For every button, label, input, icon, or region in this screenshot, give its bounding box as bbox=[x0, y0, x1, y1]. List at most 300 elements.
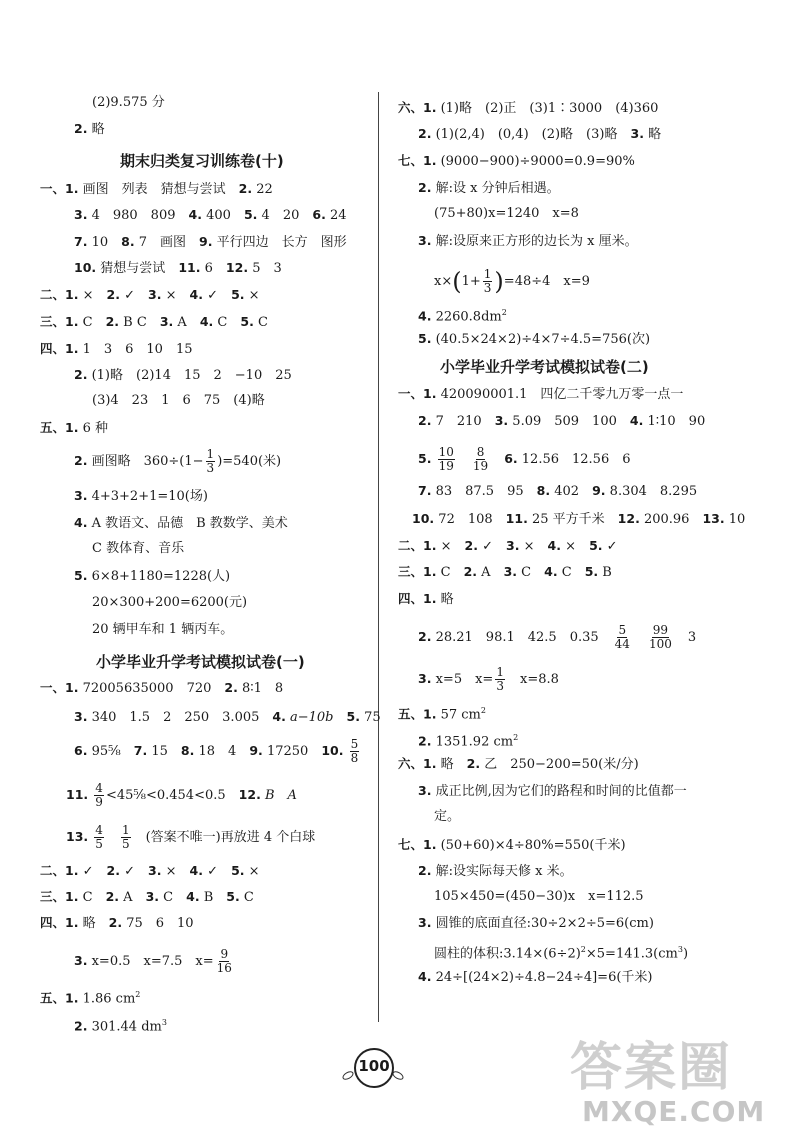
item-number: 10. bbox=[412, 511, 435, 526]
answer-line bbox=[92, 621, 233, 639]
item-number: 2. bbox=[463, 564, 478, 579]
answer-line bbox=[418, 968, 653, 987]
answer-line bbox=[418, 914, 654, 933]
answer-line bbox=[418, 304, 507, 326]
superscript: 2 bbox=[135, 990, 141, 999]
superscript: 3 bbox=[677, 945, 683, 954]
section-title: 小学毕业升学考试模拟试卷(二) bbox=[440, 358, 649, 376]
item-number: 六、1. bbox=[398, 756, 437, 771]
item-number: 2. bbox=[418, 863, 432, 878]
answer-line bbox=[40, 419, 108, 438]
item-number: 3. bbox=[418, 915, 432, 930]
item-number: 3. bbox=[418, 233, 432, 248]
item-number: 2. bbox=[74, 1018, 88, 1034]
answer-text: × bbox=[565, 539, 577, 554]
item-number: 5. bbox=[243, 207, 258, 222]
answer-line bbox=[418, 666, 559, 693]
answer-line bbox=[74, 487, 208, 506]
item-number: 5. bbox=[346, 709, 360, 724]
answer-text: 402 bbox=[554, 484, 580, 499]
item-number: 5. bbox=[584, 564, 599, 579]
item-number: 2. bbox=[418, 126, 432, 141]
answer-text: x× bbox=[434, 274, 453, 289]
answer-text: 7 画图 bbox=[138, 235, 187, 250]
item-number: 7. bbox=[133, 743, 148, 758]
page-number-badge bbox=[342, 1042, 404, 1088]
answer-line bbox=[434, 268, 590, 295]
answer-text: A bbox=[481, 565, 491, 580]
item-number: 4. bbox=[544, 564, 558, 579]
leaf-icon bbox=[341, 1069, 355, 1081]
denominator: 9 bbox=[95, 795, 103, 809]
answer-text: C bbox=[521, 565, 532, 580]
answer-line bbox=[66, 782, 297, 809]
answer-line bbox=[398, 99, 658, 118]
answer-text: (75+80)x=1240 x=8 bbox=[434, 206, 579, 221]
answer-line bbox=[434, 205, 579, 223]
answer-text: 7 210 bbox=[435, 414, 482, 429]
answer-line bbox=[398, 590, 454, 609]
item-number: 12. bbox=[225, 260, 249, 275]
answer-line bbox=[398, 385, 683, 404]
answer-line bbox=[74, 259, 282, 278]
item-number: 2. bbox=[108, 915, 123, 930]
item-number: 二、1. bbox=[398, 538, 437, 553]
answer-text: <45⅝<0.454<0.5 bbox=[105, 788, 226, 803]
answer-text: 10 bbox=[91, 235, 109, 250]
denominator: 19 bbox=[472, 459, 489, 473]
answer-text: 圆柱的体积:3.14×(6÷2) bbox=[434, 946, 581, 962]
answer-text: ✓ bbox=[82, 864, 94, 879]
item-number: 11. bbox=[66, 787, 89, 802]
answer-text: 75 6 10 bbox=[126, 916, 194, 931]
answer-line bbox=[398, 836, 626, 855]
answer-text: C bbox=[217, 315, 228, 330]
answer-text: ✓ bbox=[207, 288, 219, 303]
answer-line bbox=[74, 514, 288, 533]
item-number: 2. bbox=[238, 181, 253, 196]
item-number: 2. bbox=[418, 733, 432, 749]
item-number: 2. bbox=[105, 889, 120, 904]
answer-text: a−10b bbox=[290, 710, 334, 725]
answer-line bbox=[74, 120, 105, 139]
item-number: 2. bbox=[224, 680, 238, 695]
answer-text: (1)(2,4) (0,4) (2)略 (3)略 bbox=[435, 127, 618, 142]
item-number: 二、1. bbox=[40, 287, 79, 302]
item-number: 2. bbox=[418, 180, 432, 195]
item-number: 3. bbox=[418, 783, 432, 798]
item-number: 一、1. bbox=[398, 386, 437, 401]
item-number: 3. bbox=[503, 564, 518, 579]
answer-text: (9000−900)÷9000=0.9=90% bbox=[440, 154, 635, 169]
item-number: 一、1. bbox=[40, 680, 79, 695]
answer-text: 8.304 8.295 bbox=[609, 484, 698, 499]
denominator: 5 bbox=[121, 837, 130, 851]
fraction bbox=[648, 624, 673, 651]
answer-line bbox=[418, 330, 650, 349]
paren-left: ( bbox=[452, 267, 462, 296]
item-number: 5. bbox=[418, 451, 432, 466]
item-number: 5. bbox=[74, 568, 88, 583]
answer-text: × bbox=[523, 539, 535, 554]
numerator: 8 bbox=[476, 445, 485, 459]
answer-text: C bbox=[440, 565, 451, 580]
item-number: 2. bbox=[74, 121, 88, 136]
answer-text: 2260.8dm bbox=[435, 309, 502, 325]
numerator: 5 bbox=[618, 623, 627, 637]
item-number: 5. bbox=[226, 889, 240, 904]
answer-line bbox=[418, 782, 687, 801]
answer-text: A 教语文、品德 B 教数学、美术 bbox=[91, 516, 288, 531]
watermark-text: 答案圈 bbox=[570, 1038, 733, 1098]
answer-text: 解:设原来正方形的边长为 x 厘米。 bbox=[435, 234, 638, 249]
item-number: 5. bbox=[231, 287, 245, 302]
numerator: 4 bbox=[95, 823, 103, 837]
answer-text: 成正比例,因为它们的路程和时间的比值都一 bbox=[435, 784, 687, 799]
item-number: 4. bbox=[188, 207, 202, 222]
fraction bbox=[216, 948, 233, 975]
answer-text: 1∶10 90 bbox=[647, 414, 706, 429]
answer-line bbox=[398, 755, 639, 774]
denominator: 3 bbox=[496, 679, 504, 693]
item-number: 2. bbox=[466, 756, 481, 771]
answer-line bbox=[40, 914, 194, 933]
answer-text: x=8.8 bbox=[519, 672, 559, 687]
answer-line bbox=[418, 125, 661, 144]
item-number: 12. bbox=[238, 787, 261, 802]
answer-text: × bbox=[248, 288, 260, 303]
answer-text: C 教体育、音乐 bbox=[92, 541, 185, 556]
answer-text: 12.56 12.56 6 bbox=[521, 452, 631, 467]
denominator: 19 bbox=[438, 459, 454, 473]
answer-text: C bbox=[82, 890, 93, 905]
item-number: 8. bbox=[180, 743, 195, 758]
item-number: 8. bbox=[121, 234, 135, 249]
item-number: 4. bbox=[189, 863, 203, 878]
answer-text: (3)4 23 1 6 75 (4)略 bbox=[92, 393, 265, 408]
item-number: 3. bbox=[159, 314, 174, 329]
item-number: 2. bbox=[74, 453, 88, 468]
item-number: 3. bbox=[74, 207, 88, 222]
superscript: 2 bbox=[480, 706, 486, 715]
answer-text: B A bbox=[264, 788, 297, 803]
answer-line bbox=[74, 738, 361, 765]
fraction bbox=[614, 624, 631, 651]
item-number: 3. bbox=[418, 671, 432, 686]
answer-line bbox=[418, 232, 638, 251]
answer-text: 200.96 bbox=[643, 512, 690, 527]
answer-line bbox=[418, 862, 573, 881]
answer-text: 95⅝ bbox=[91, 744, 121, 759]
answer-text: 420090001.1 四亿二千零九万零一点一 bbox=[440, 387, 684, 402]
item-number: 5. bbox=[589, 538, 603, 553]
item-number: 五、1. bbox=[40, 990, 79, 1006]
numerator: 4 bbox=[95, 781, 103, 795]
fraction bbox=[350, 738, 360, 765]
answer-text: 301.44 dm bbox=[91, 1019, 162, 1035]
item-number: 6. bbox=[312, 207, 326, 222]
answer-text: C bbox=[257, 315, 268, 330]
item-number: 3. bbox=[148, 863, 162, 878]
item-number: 四、1. bbox=[40, 915, 79, 930]
item-number: 2. bbox=[418, 629, 432, 644]
answer-line bbox=[74, 708, 381, 727]
answer-text: 83 87.5 95 bbox=[435, 484, 524, 499]
denominator: 3 bbox=[206, 461, 215, 475]
answer-text: 略 bbox=[91, 122, 105, 137]
answer-text: A bbox=[123, 890, 133, 905]
answer-text: 28.21 98.1 42.5 0.35 bbox=[435, 630, 599, 645]
answer-text: 略 bbox=[440, 592, 454, 607]
denominator: 8 bbox=[350, 751, 359, 765]
item-number: 7. bbox=[74, 234, 88, 249]
item-number: 4. bbox=[272, 709, 286, 724]
item-number: 四、1. bbox=[40, 341, 79, 356]
answer-text: 平行四边 长方 图形 bbox=[216, 235, 347, 250]
answer-line bbox=[434, 941, 688, 963]
item-number: 7. bbox=[418, 483, 432, 498]
answer-line bbox=[418, 446, 631, 473]
answer-text: (答案不唯一)再放进 4 个白球 bbox=[145, 830, 316, 845]
item-number: 2. bbox=[106, 287, 120, 302]
numerator: 99 bbox=[652, 623, 669, 637]
page-number: 100 bbox=[358, 1057, 390, 1075]
item-number: 12. bbox=[617, 511, 640, 526]
answer-text: 20×300+200=6200(元) bbox=[92, 595, 248, 610]
answer-text: )=540(米) bbox=[217, 454, 282, 469]
answer-text: 解:设实际每天修 x 米。 bbox=[435, 864, 573, 879]
item-number: 10. bbox=[321, 743, 344, 758]
answer-line bbox=[40, 286, 260, 305]
answer-text: ×5=141.3(cm bbox=[585, 946, 678, 962]
item-number: 4. bbox=[418, 308, 432, 324]
superscript: 2 bbox=[501, 308, 507, 317]
fraction bbox=[495, 666, 505, 693]
answer-text: 4 980 809 bbox=[91, 208, 176, 223]
item-number: 三、1. bbox=[40, 889, 79, 904]
item-number: 3. bbox=[494, 413, 509, 428]
fraction bbox=[206, 448, 216, 475]
item-number: 五、1. bbox=[40, 420, 79, 435]
answer-text: (2)9.575 分 bbox=[92, 95, 165, 110]
answer-text: (50+60)×4÷80%=550(千米) bbox=[440, 838, 626, 853]
answer-text: 乙 250−200=50(米/分) bbox=[484, 757, 639, 772]
answer-text: 定。 bbox=[434, 809, 461, 824]
answer-text: 24 bbox=[329, 208, 347, 223]
fraction bbox=[94, 782, 104, 809]
numerator: 10 bbox=[438, 445, 454, 459]
item-number: 13. bbox=[702, 511, 725, 526]
answer-text: 105×450=(450−30)x x=112.5 bbox=[434, 889, 644, 904]
item-number: 2. bbox=[74, 367, 88, 382]
watermark-logo bbox=[560, 1025, 790, 1135]
answer-text: 20 辆甲车和 1 辆丙车。 bbox=[92, 622, 234, 637]
item-number: 七、1. bbox=[398, 153, 437, 168]
item-number: 3. bbox=[630, 126, 644, 141]
answer-text: 8∶1 8 bbox=[242, 681, 284, 696]
item-number: 4. bbox=[199, 314, 214, 329]
answer-line bbox=[418, 729, 518, 751]
answer-text: 5.09 509 100 bbox=[512, 414, 617, 429]
item-number: 3. bbox=[148, 287, 162, 302]
item-number: 4. bbox=[629, 413, 644, 428]
answer-text: 400 bbox=[206, 208, 231, 223]
denominator: 5 bbox=[95, 837, 103, 851]
answer-text: A bbox=[177, 315, 187, 330]
item-number: 二、1. bbox=[40, 863, 79, 878]
item-number: 四、1. bbox=[398, 591, 437, 606]
item-number: 2. bbox=[106, 863, 120, 878]
answer-text: 24÷[(24×2)÷4.8−24÷4]=6(千米) bbox=[435, 970, 653, 985]
item-number: 3. bbox=[145, 889, 160, 904]
answer-text: 6×8+1180=1228(人) bbox=[91, 569, 231, 584]
item-number: 一、1. bbox=[40, 181, 79, 196]
answer-text: C bbox=[82, 315, 93, 330]
answer-text: 1351.92 cm bbox=[435, 734, 514, 750]
item-number: 4. bbox=[186, 889, 200, 904]
numerator: 1 bbox=[483, 267, 492, 281]
item-number: 3. bbox=[74, 709, 88, 724]
answer-text: 18 4 bbox=[198, 744, 237, 759]
answer-text: ✓ bbox=[606, 539, 618, 554]
answer-text: 340 1.5 2 250 3.005 bbox=[91, 710, 260, 725]
numerator: 1 bbox=[121, 823, 130, 837]
item-number: 6. bbox=[504, 451, 518, 466]
item-number: 5. bbox=[418, 331, 432, 346]
answer-text: 75 bbox=[364, 710, 381, 725]
answer-line bbox=[74, 448, 281, 475]
answer-line bbox=[434, 888, 644, 906]
answer-text: 4 20 bbox=[261, 208, 300, 223]
answer-line bbox=[398, 563, 612, 582]
numerator: 1 bbox=[496, 665, 504, 679]
answer-text: B C bbox=[123, 315, 147, 330]
answer-line bbox=[412, 510, 745, 529]
numerator: 1 bbox=[206, 447, 215, 461]
answer-text: B bbox=[602, 565, 612, 580]
answer-line bbox=[74, 1014, 167, 1036]
answer-text: ) bbox=[682, 946, 689, 962]
answer-text: ✓ bbox=[124, 864, 136, 879]
answer-text: 57 cm bbox=[440, 707, 481, 723]
paren-right: ) bbox=[494, 267, 504, 296]
answer-line bbox=[74, 206, 347, 225]
item-number: 七、1. bbox=[398, 837, 437, 852]
answer-line bbox=[74, 948, 235, 975]
answer-line bbox=[40, 986, 140, 1008]
answer-line bbox=[418, 624, 696, 651]
superscript: 3 bbox=[161, 1018, 167, 1027]
answer-text: (1)略 (2)14 15 2 −10 25 bbox=[91, 368, 292, 383]
column-divider bbox=[378, 92, 379, 1022]
answer-text: C bbox=[163, 890, 174, 905]
item-number: 3. bbox=[74, 488, 88, 503]
answer-text: 3 bbox=[687, 630, 697, 645]
numerator: 5 bbox=[350, 737, 359, 751]
answer-line bbox=[418, 179, 560, 198]
answer-text: x=0.5 x=7.5 x= bbox=[91, 954, 214, 969]
answer-text: 略 bbox=[440, 757, 454, 772]
item-number: 11. bbox=[505, 511, 528, 526]
answer-line bbox=[398, 537, 618, 556]
denominator: 100 bbox=[648, 637, 672, 651]
answer-line bbox=[398, 702, 486, 724]
item-number: 2. bbox=[105, 314, 120, 329]
item-number: 9. bbox=[249, 743, 263, 758]
answer-text: C bbox=[561, 565, 572, 580]
item-number: 4. bbox=[189, 287, 203, 302]
item-number: 三、1. bbox=[40, 314, 79, 329]
item-number: 五、1. bbox=[398, 706, 437, 722]
item-number: 3. bbox=[74, 953, 88, 968]
answer-line bbox=[418, 482, 697, 501]
answer-text: 25 平方千米 bbox=[531, 512, 605, 527]
answer-text: × bbox=[248, 864, 260, 879]
answer-text: 17250 bbox=[266, 744, 309, 759]
answer-text: ✓ bbox=[124, 288, 136, 303]
answer-text: 6 bbox=[204, 261, 213, 276]
superscript: 2 bbox=[513, 733, 519, 742]
item-number: 11. bbox=[178, 260, 201, 275]
answer-line bbox=[40, 862, 260, 881]
answer-text: 72005635000 720 bbox=[82, 681, 212, 696]
answer-line bbox=[92, 392, 265, 410]
item-number: 13. bbox=[66, 829, 89, 844]
numerator: 9 bbox=[220, 947, 229, 961]
answer-line bbox=[74, 567, 230, 586]
answer-text: 5 3 bbox=[252, 261, 282, 276]
denominator: 3 bbox=[483, 281, 492, 295]
answer-text: 略 bbox=[648, 127, 662, 142]
answer-line bbox=[74, 233, 347, 252]
answer-text: 22 bbox=[256, 182, 273, 197]
denominator: 16 bbox=[216, 961, 232, 975]
item-number: 2. bbox=[464, 538, 478, 553]
item-number: 3. bbox=[506, 538, 520, 553]
answer-line bbox=[74, 366, 292, 385]
answer-text: C bbox=[243, 890, 254, 905]
answer-text: 猜想与尝试 bbox=[100, 261, 166, 276]
answer-text: 72 108 bbox=[438, 512, 493, 527]
answer-text: × bbox=[165, 288, 177, 303]
answer-line bbox=[92, 540, 184, 558]
fraction bbox=[438, 446, 455, 473]
answer-line bbox=[40, 888, 254, 907]
denominator: 44 bbox=[614, 637, 630, 651]
fraction bbox=[472, 446, 489, 473]
answer-text: 画图略 360÷(1− bbox=[91, 454, 204, 469]
watermark-url: MXQE.COM bbox=[582, 1095, 766, 1128]
answer-text: 1 3 6 10 15 bbox=[82, 342, 193, 357]
answer-line bbox=[398, 152, 635, 171]
answer-line bbox=[434, 808, 460, 826]
item-number: 6. bbox=[74, 743, 88, 758]
answer-text: 15 bbox=[151, 744, 168, 759]
item-number: 4. bbox=[418, 969, 432, 984]
answer-text: 1+ bbox=[461, 274, 481, 289]
item-number: 5. bbox=[240, 314, 254, 329]
answer-text: ✓ bbox=[482, 539, 494, 554]
answer-line bbox=[418, 412, 705, 431]
item-number: 10. bbox=[74, 260, 97, 275]
answer-text: × bbox=[82, 288, 94, 303]
item-number: 5. bbox=[231, 863, 245, 878]
answer-text: 1.86 cm bbox=[82, 991, 136, 1007]
answer-text: 4+3+2+1=10(场) bbox=[91, 489, 208, 504]
fraction bbox=[483, 268, 493, 295]
answer-line bbox=[40, 180, 273, 199]
answer-line bbox=[66, 824, 315, 851]
